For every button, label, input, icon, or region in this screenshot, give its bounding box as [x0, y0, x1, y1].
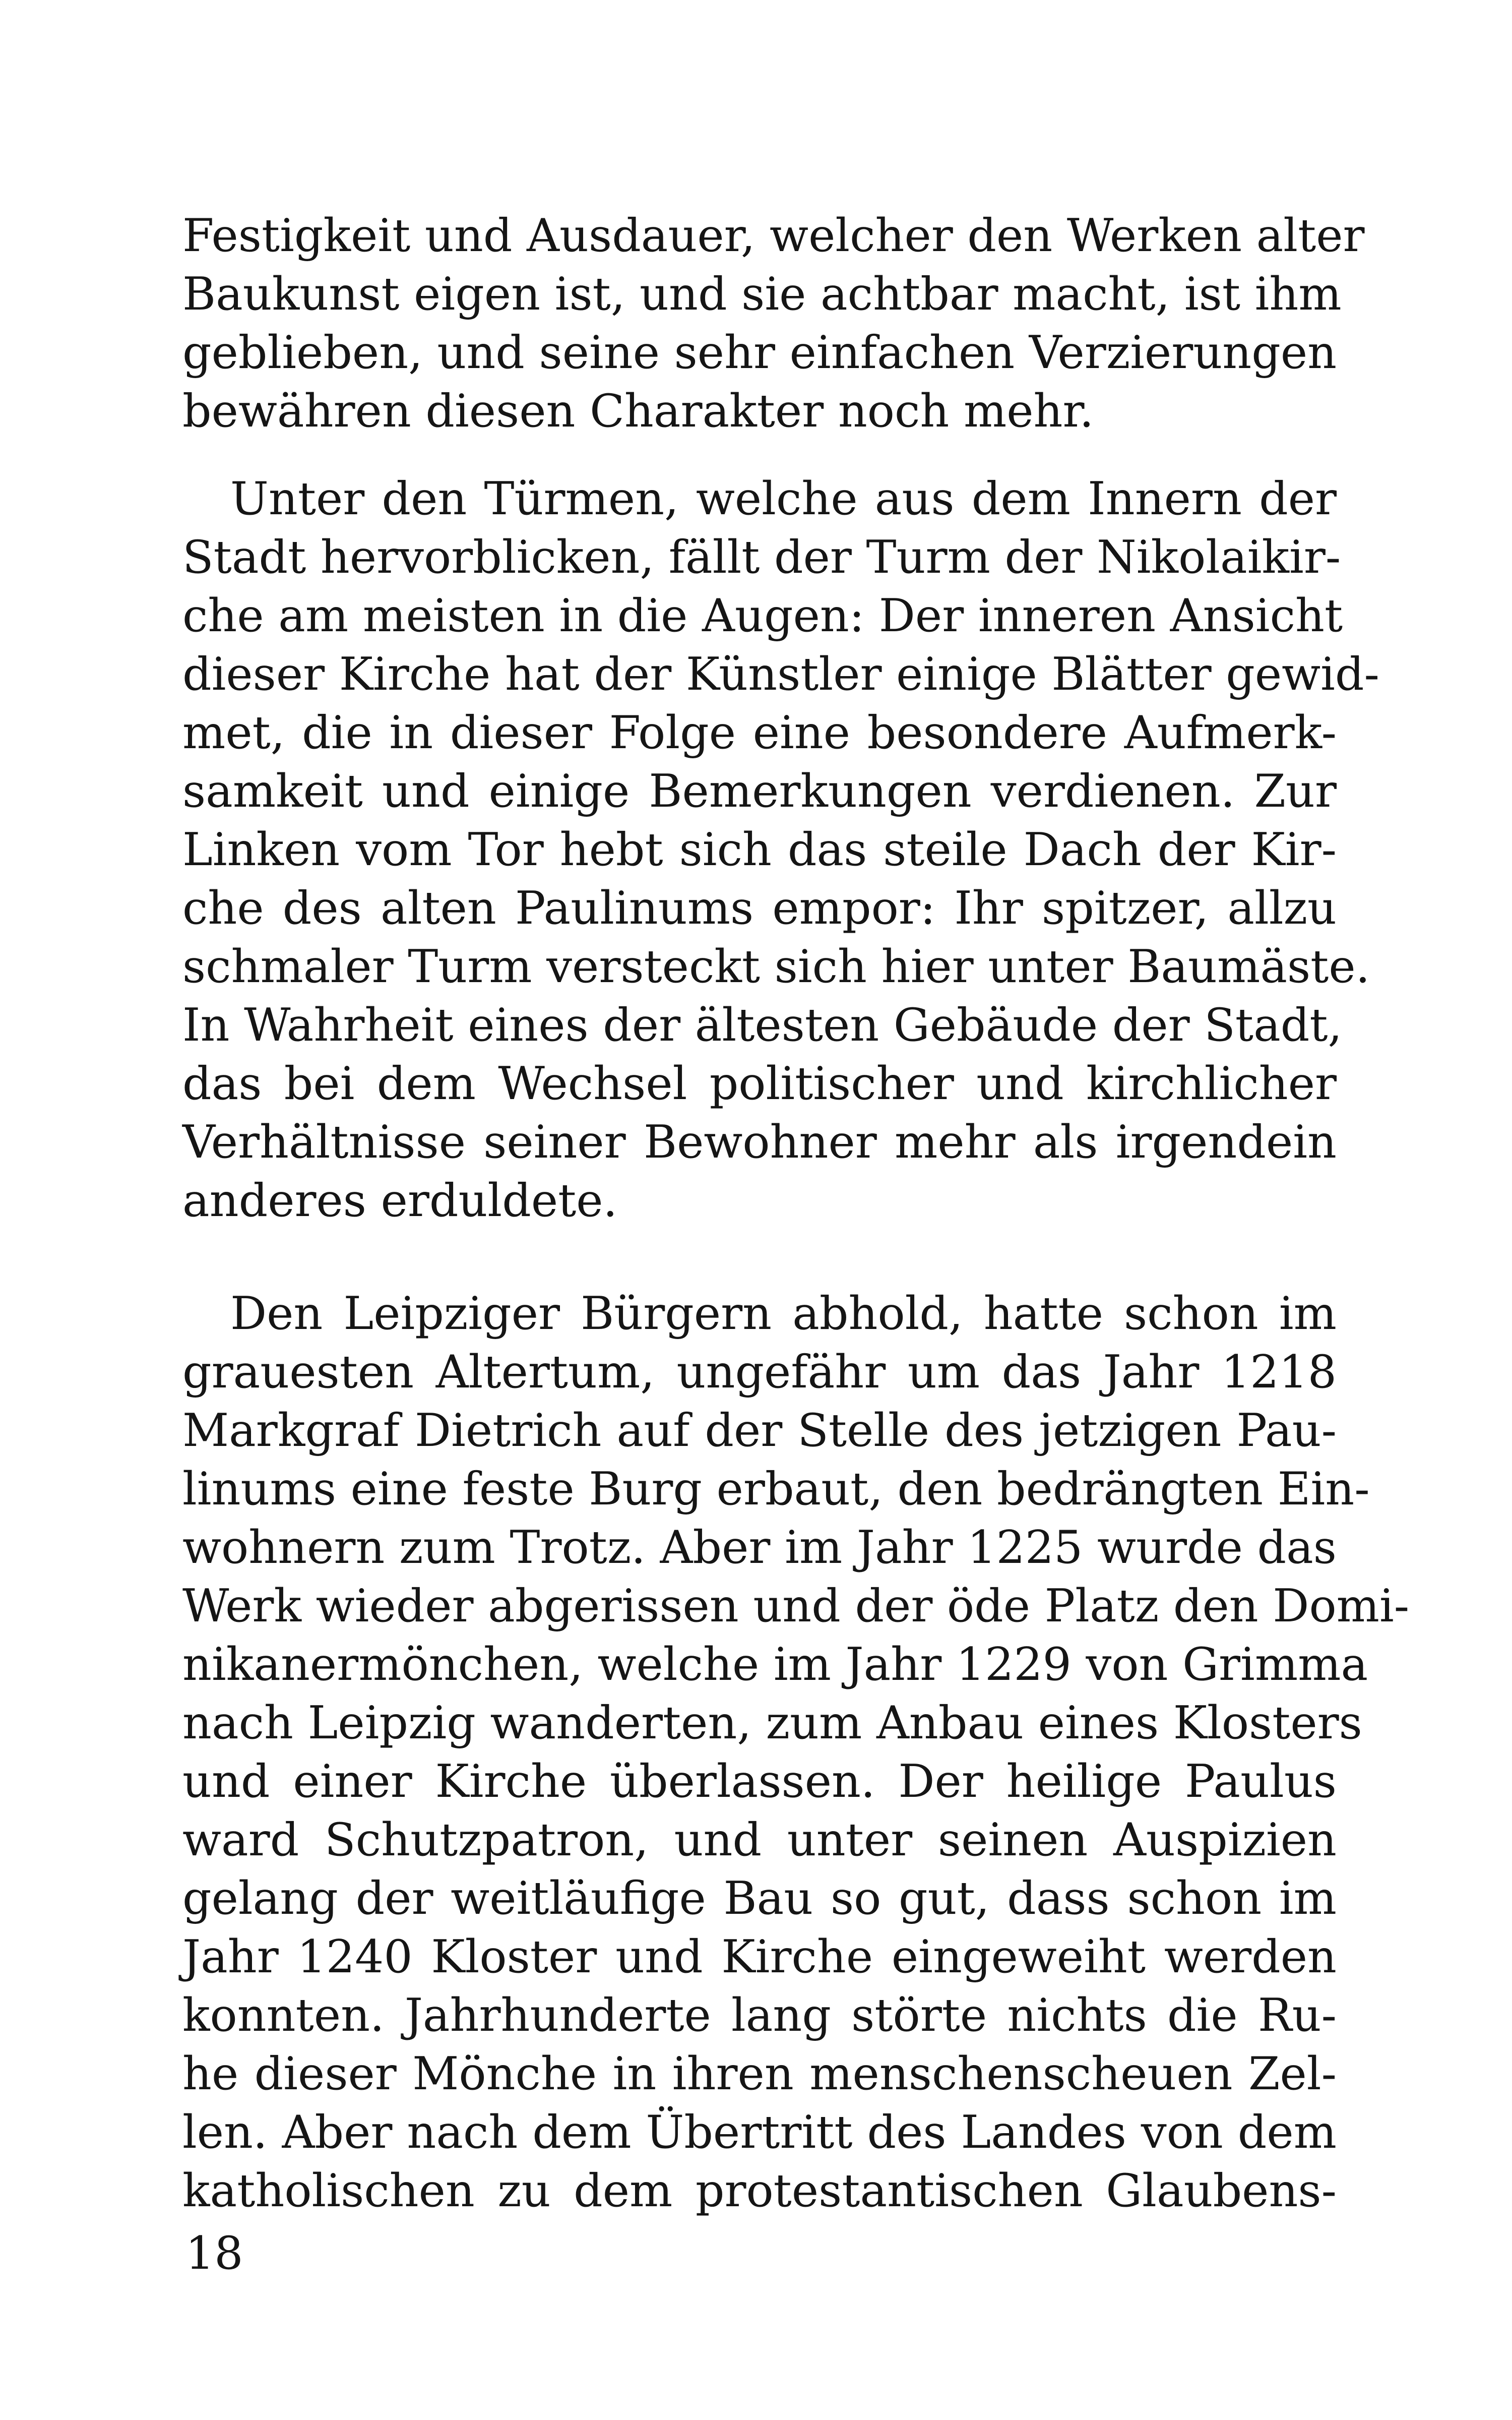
text-line: Markgraf Dietrich auf der Stelle des jetzigen Pau- — [182, 1404, 1337, 1457]
text-line: ward Schutzpatron, und unter seinen Auspizien — [182, 1813, 1337, 1866]
text-line: he dieser Mönche in ihren menschenscheuen Zel- — [182, 2047, 1337, 2100]
text-line: und einer Kirche überlassen. Der heilige Paulus — [182, 1755, 1337, 1808]
text-line: len. Aber nach dem Übertritt des Landes von dem — [182, 2106, 1337, 2159]
text-line: Stadt hervorblicken, fällt der Turm der Nikolaikir- — [182, 531, 1341, 584]
text-line: schmaler Turm versteckt sich hier unter Baumäste. — [182, 940, 1370, 993]
paragraph-3 — [182, 1285, 1410, 2220]
text-line: geblieben, und seine sehr einfachen Verzierungen — [182, 326, 1337, 379]
text-line: konnten. Jahrhunderte lang störte nichts die Ru- — [182, 1989, 1337, 2042]
text-line: Baukunst eigen ist, und sie achtbar macht, ist ihm — [182, 268, 1342, 321]
text-line: nach Leipzig wanderten, zum Anbau eines Klosters — [182, 1697, 1362, 1749]
text-line: Werk wieder abgerissen und der öde Platz den Domi- — [182, 1580, 1410, 1632]
paragraph-1 — [182, 207, 1365, 441]
text-line: Festigkeit und Ausdauer, welcher den Werken alter — [182, 209, 1365, 262]
text-line: Den Leipziger Bürgern abhold, hatte schon im — [230, 1287, 1337, 1340]
page-number: 18 — [185, 2227, 243, 2280]
text-line: Unter den Türmen, welche aus dem Innern der — [230, 472, 1337, 525]
text-line: che des alten Paulinums empor: Ihr spitzer, allzu — [182, 882, 1337, 935]
text-line: gelang der weitläufige Bau so gut, dass schon im — [182, 1872, 1337, 1925]
text-line: nikanermönchen, welche im Jahr 1229 von Grimma — [182, 1638, 1368, 1691]
text-line: met, die in dieser Folge eine besondere Aufmerk- — [182, 706, 1337, 759]
paragraph-2 — [182, 470, 1379, 1230]
text-line: wohnern zum Trotz. Aber im Jahr 1225 wurde das — [182, 1521, 1337, 1574]
text-line: anderes erduldete. — [182, 1174, 618, 1227]
text-line: grauesten Altertum, ungefähr um das Jahr 1218 — [182, 1346, 1337, 1399]
text-line: das bei dem Wechsel politischer und kirchlicher — [182, 1057, 1337, 1110]
text-line: Linken vom Tor hebt sich das steile Dach der Kir- — [182, 823, 1337, 876]
text-line: samkeit und einige Bemerkungen verdienen. Zur — [182, 765, 1337, 818]
text-line: Verhältnisse seiner Bewohner mehr als irgendein — [182, 1116, 1337, 1169]
text-line: katholischen zu dem protestantischen Glaubens- — [182, 2164, 1337, 2217]
text-line: dieser Kirche hat der Künstler einige Blätter gewid- — [182, 648, 1379, 701]
text-line: Jahr 1240 Kloster und Kirche eingeweiht werden — [182, 1930, 1337, 1983]
text-line: linums eine feste Burg erbaut, den bedrängten Ein- — [182, 1463, 1370, 1516]
text-line: bewähren diesen Charakter noch mehr. — [182, 385, 1094, 438]
text-line: che am meisten in die Augen: Der inneren Ansicht — [182, 589, 1343, 642]
text-line: In Wahrheit eines der ältesten Gebäude der Stadt, — [182, 999, 1343, 1052]
